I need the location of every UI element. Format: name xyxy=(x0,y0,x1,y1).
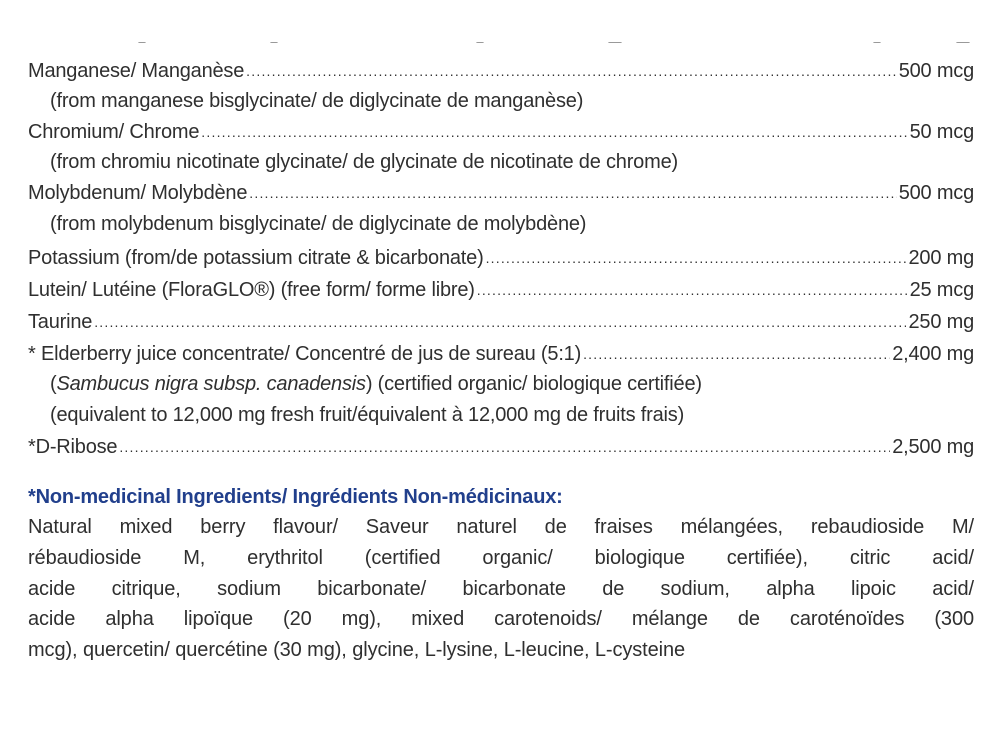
text-line: Natural mixed berry flavour/ Saveur naturel de fraises mélangées, rebaudioside M/ xyxy=(28,516,974,538)
ingredient-row-taurine xyxy=(28,307,974,337)
text-line: rébaudioside M, erythritol (certified organic/ biologique certifiée), citric acid/ xyxy=(28,546,974,569)
non-medicinal-heading: *Non-medicinal Ingredients/ Ingrédients Non-médicinaux: xyxy=(28,486,563,508)
ingredient-amount: 500 mcg xyxy=(898,60,974,82)
ingredient-source: (from chromiu nicotinate glycinate/ de glycinate de nicotinate de chrome) xyxy=(50,151,678,173)
ingredient-row-elderberry xyxy=(28,339,974,369)
text-line: acide citrique, sodium bicarbonate/ bicarbonate de sodium, alpha lipoic acid/ xyxy=(28,577,974,600)
ingredient-row-manganese xyxy=(28,56,974,86)
ingredient-equivalent: (equivalent to 12,000 mg fresh fruit/équivalent à 12,000 mg de fruits frais) xyxy=(50,404,685,426)
ingredient-amount: 2,400 mg xyxy=(892,343,974,365)
ingredient-row-d-ribose xyxy=(28,432,974,462)
ingredient-amount: 50 mcg xyxy=(909,121,974,143)
ingredient-name: Chromium/ Chrome xyxy=(28,121,200,143)
dot-leader xyxy=(119,431,890,462)
ingredient-source: (from manganese bisglycinate/ de diglycinate de manganèse) xyxy=(50,90,584,112)
ingredient-amount: 25 mcg xyxy=(909,279,974,301)
ingredient-row-chromium xyxy=(28,117,974,147)
dot-leader xyxy=(246,55,897,86)
ingredient-latin-name: (Sambucus nigra subsp. canadensis) (certified organic/ biologique certifiée) xyxy=(50,373,702,395)
ingredient-row-potassium xyxy=(28,243,974,273)
cropped-previous-line xyxy=(28,42,974,48)
ingredient-name: *D-Ribose xyxy=(28,436,118,458)
ingredient-name: Molybdenum/ Molybdène xyxy=(28,182,248,204)
ingredient-name: Potassium (from/de potassium citrate & bicarbonate) xyxy=(28,247,484,269)
ingredient-name: Taurine xyxy=(28,311,93,333)
ingredient-source: (from molybdenum bisglycinate/ de diglycinate de molybdène) xyxy=(50,213,587,235)
latin-name: Sambucus nigra subsp. canadensis xyxy=(56,373,366,395)
ingredient-name: * Elderberry juice concentrate/ Concentré de jus de sureau (5:1) xyxy=(28,343,582,365)
ingredient-row-lutein xyxy=(28,275,974,305)
dot-leader xyxy=(486,242,907,273)
text-line: acide alpha lipoïque (20 mg), mixed carotenoids/ mélange de caroténoïdes (300 xyxy=(28,608,974,631)
ingredient-row-molybdenum xyxy=(28,178,974,208)
dot-leader xyxy=(477,274,908,305)
ingredient-amount: 250 mg xyxy=(908,311,974,333)
dot-leader xyxy=(201,116,907,147)
ingredient-amount: 2,500 mg xyxy=(892,436,974,458)
dot-leader xyxy=(249,177,896,208)
ingredient-name: Manganese/ Manganèse xyxy=(28,60,245,82)
non-medicinal-ingredients-text xyxy=(28,512,974,666)
dot-leader xyxy=(583,338,890,369)
dot-leader xyxy=(94,306,906,337)
ingredient-amount: 200 mg xyxy=(908,247,974,269)
text-line: mcg), quercetin/ quercétine (30 mg), glycine, L-lysine, L-leucine, L-cysteine xyxy=(28,639,686,662)
ingredient-name: Lutein/ Lutéine (FloraGLO®) (free form/ forme libre) xyxy=(28,279,475,301)
certification: (certified organic/ biologique certifiée) xyxy=(372,373,702,395)
ingredient-amount: 500 mcg xyxy=(898,182,974,204)
